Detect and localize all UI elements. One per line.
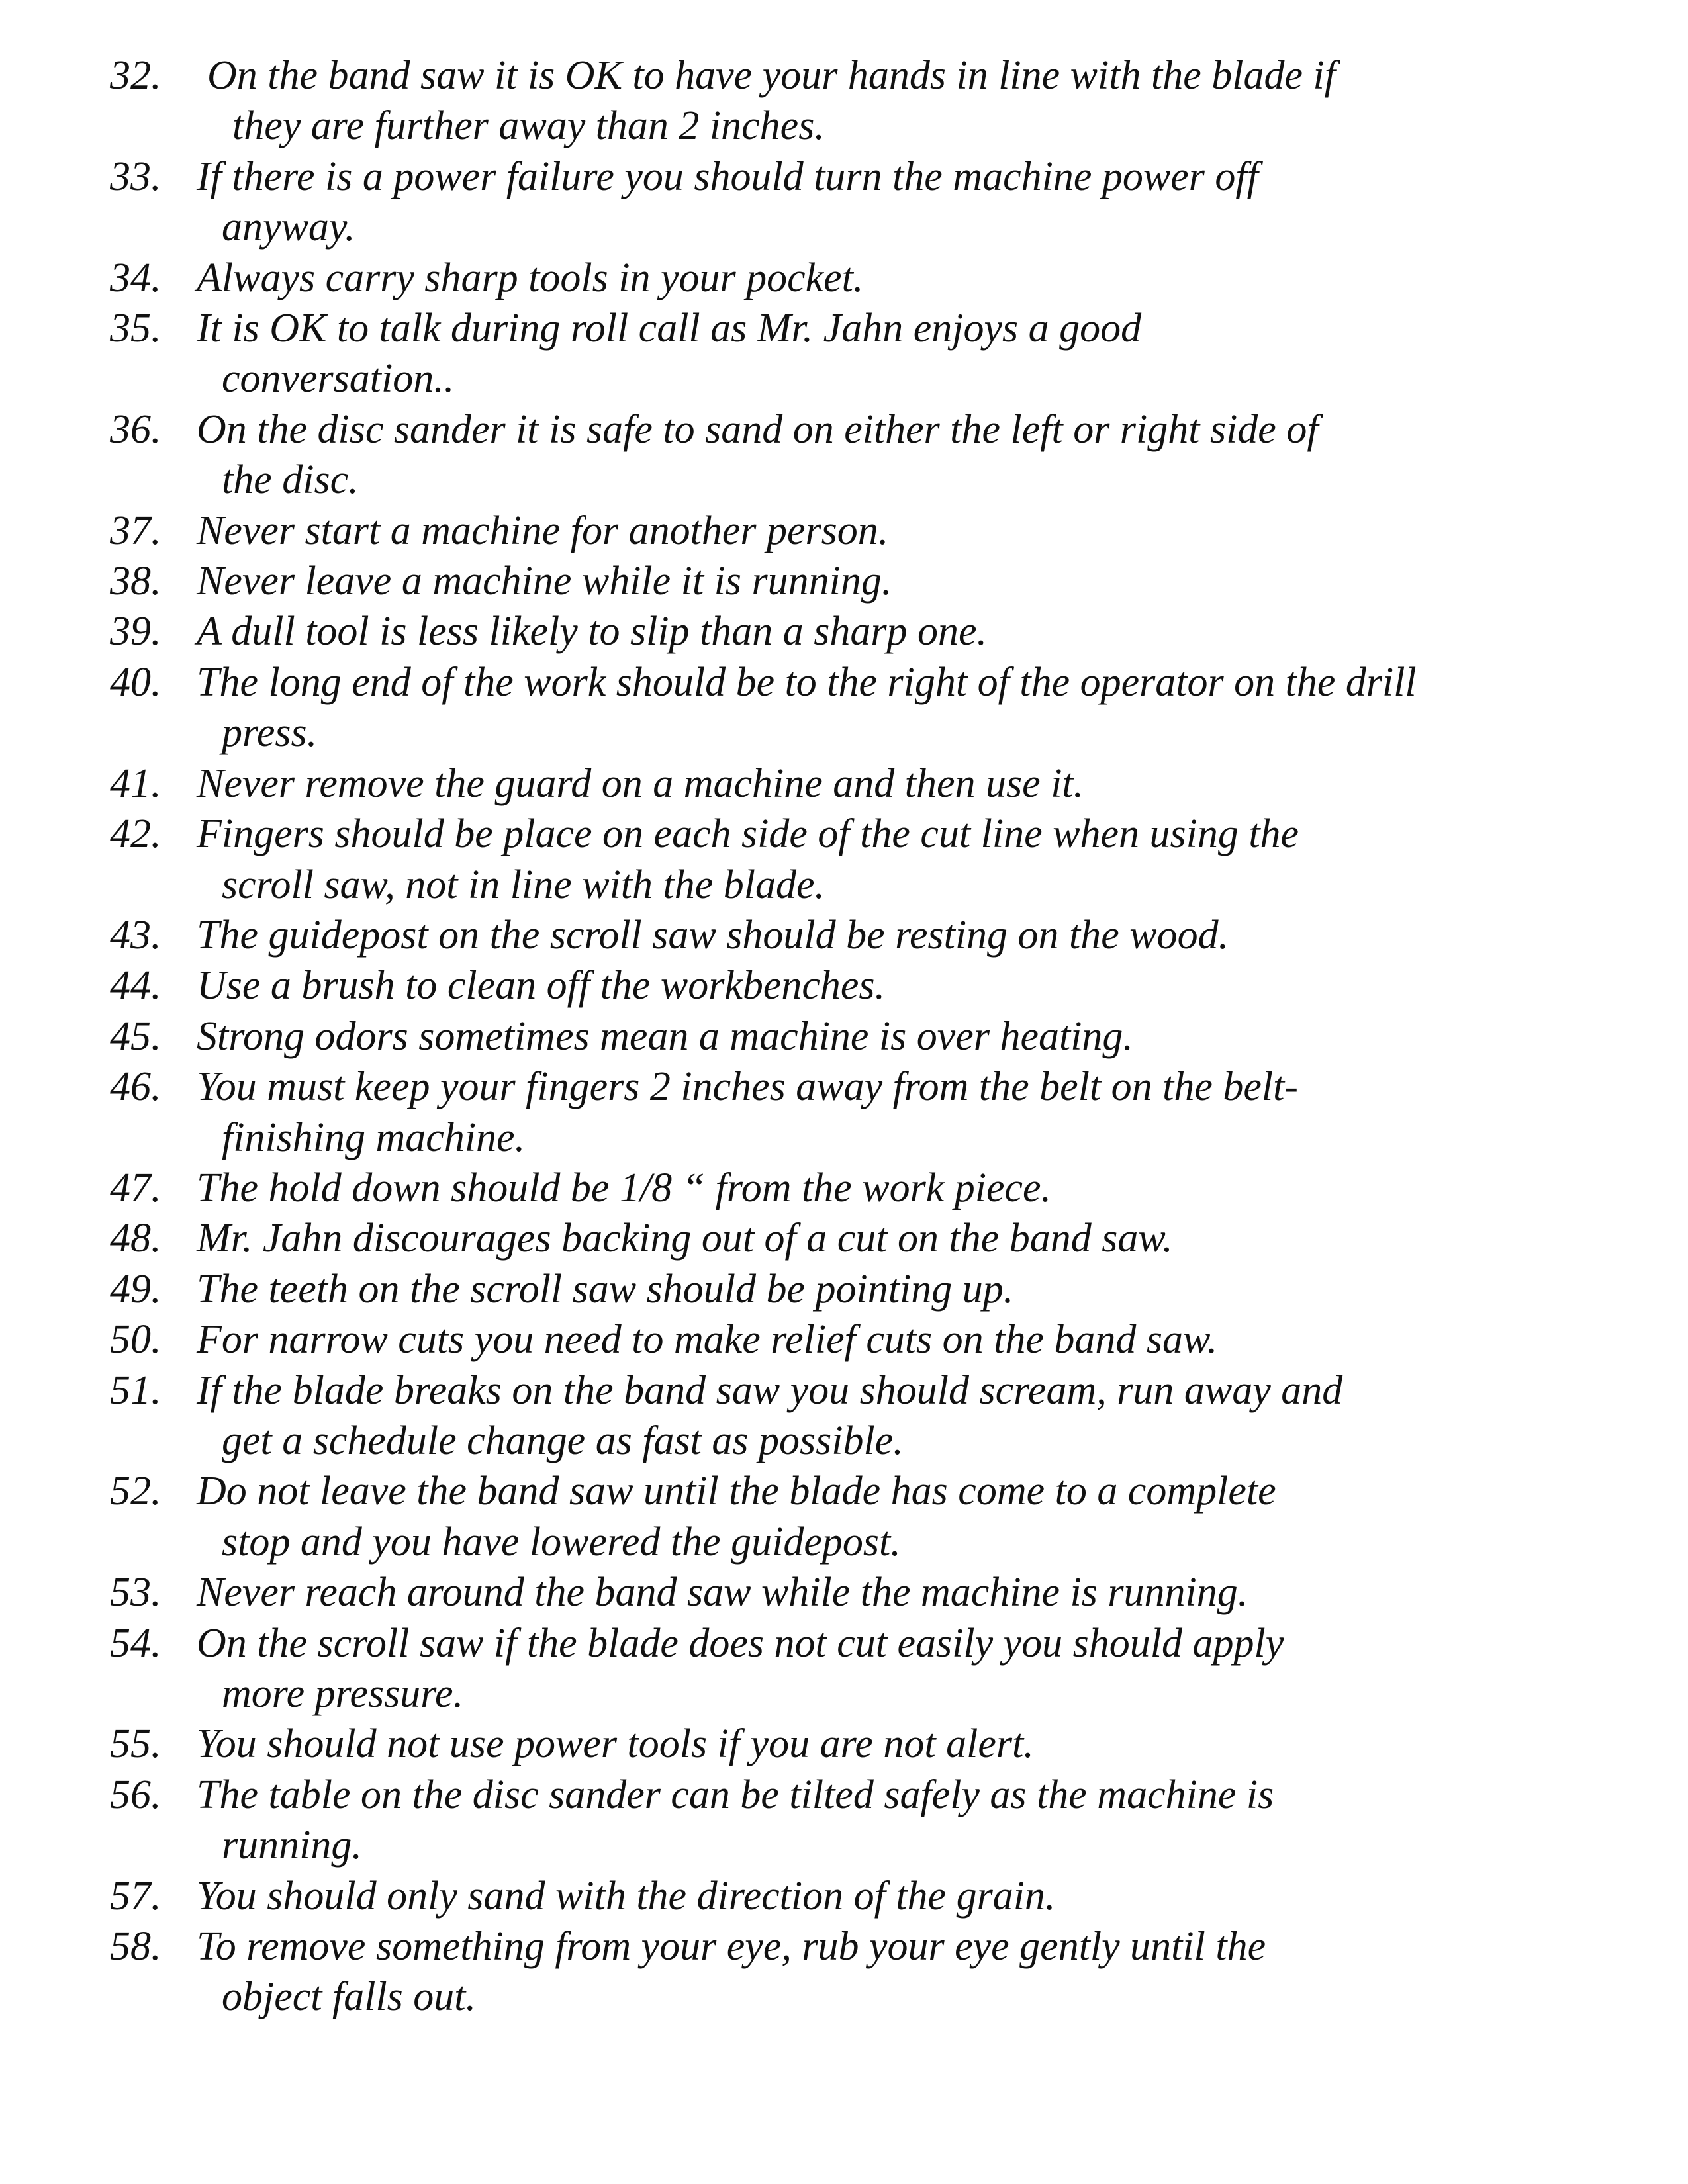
item-number: 56. [110,1772,162,1817]
item-text-line: Never leave a machine while it is running. [197,559,892,604]
item-text [197,1163,1051,1213]
item-text [197,1314,1217,1365]
list-item [110,1365,1566,1467]
list-item [110,303,1566,404]
item-text-line: If the blade breaks on the band saw you should scream, run away and [197,1367,1343,1413]
item-text-line: the disc. [222,457,359,503]
item-text-line: Fingers should be place on each side of the cut line when using the [197,811,1299,857]
item-text [197,1770,1274,1871]
item-text [197,1466,1276,1567]
item-text-line: object falls out. [222,1974,477,2020]
item-text-line: conversation.. [222,356,455,402]
item-text-line: The guidepost on the scroll saw should be resting on the wood. [197,912,1229,958]
item-text-line: Never start a machine for another person. [197,508,889,553]
item-text-line: A dull tool is less likely to slip than a sharp one. [197,609,988,655]
list-item [110,152,1566,253]
list-item [110,1719,1566,1769]
list-item [110,1314,1566,1365]
item-text-line: Never remove the guard on a machine and then use it. [197,760,1084,806]
item-number: 48. [110,1216,162,1261]
list-item [110,253,1566,303]
item-text [197,1719,1034,1769]
item-text-line: The long end of the work should be to the right of the operator on the drill [197,659,1417,705]
item-number: 42. [110,811,162,857]
item-text-line: Never reach around the band saw while the machine is running. [197,1570,1248,1615]
item-text [197,1011,1133,1062]
item-number: 43. [110,912,162,958]
item-number: 35. [110,306,162,351]
list-item [110,809,1566,910]
list-item [110,960,1566,1011]
item-number: 46. [110,1064,162,1110]
item-text-line: On the disc sander it is safe to sand on either the left or right side of [197,406,1319,452]
item-text [197,1213,1173,1263]
item-text-line: On the scroll saw if the blade does not cut easily you should apply [197,1620,1284,1666]
list-item [110,1062,1566,1163]
safety-statement-list [110,50,1566,2023]
list-item [110,506,1566,556]
list-item [110,606,1566,657]
item-text [197,960,885,1011]
list-item [110,758,1566,809]
item-text [197,657,1417,758]
item-text-line: For narrow cuts you need to make relief cuts on the band saw. [197,1317,1218,1363]
item-text-line: The teeth on the scroll saw should be pointing up. [197,1266,1014,1312]
item-text-line: Mr. Jahn discourages backing out of a cut on the band saw. [197,1216,1173,1261]
item-number: 32. [110,53,162,98]
item-text [197,253,863,303]
item-text-line: Do not leave the band saw until the blade has come to a complete [197,1469,1276,1514]
list-item [110,1466,1566,1567]
item-text [197,152,1258,253]
list-item [110,1618,1566,1719]
list-item [110,1567,1566,1617]
item-text [197,1062,1298,1163]
item-text [197,1567,1248,1617]
item-text-line: The table on the disc sander can be tilted safely as the machine is [197,1772,1274,1817]
item-text-line: Always carry sharp tools in your pocket. [197,255,864,300]
item-text-line: You must keep your fingers 2 inches away from the belt on the belt- [197,1064,1299,1110]
item-text [197,303,1141,404]
item-number: 49. [110,1266,162,1312]
item-number: 41. [110,760,162,806]
item-text-line: stop and you have lowered the guidepost. [222,1519,901,1565]
item-text [197,556,892,606]
item-number: 47. [110,1165,162,1210]
item-number: 50. [110,1317,162,1363]
list-item [110,1264,1566,1314]
item-number: 57. [110,1873,162,1919]
item-text [197,809,1299,910]
item-text-line: On the band saw it is OK to have your hands in line with the blade if [207,53,1336,98]
item-number: 34. [110,255,162,300]
item-text-line: Use a brush to clean off the workbenches. [197,963,886,1009]
item-number: 38. [110,559,162,604]
item-text-line: get a schedule change as fast as possible. [222,1418,904,1463]
item-text-line: anyway. [222,205,355,250]
item-text [197,1921,1266,2023]
item-text [197,50,1336,152]
item-text [197,758,1084,809]
item-text-line: running. [222,1823,362,1868]
list-item [110,910,1566,960]
item-text [197,506,888,556]
list-item [110,404,1566,506]
list-item [110,1213,1566,1263]
item-text-line: Strong odors sometimes mean a machine is over heating. [197,1013,1133,1059]
item-text [197,910,1229,960]
item-number: 39. [110,609,162,655]
item-number: 33. [110,154,162,199]
list-item [110,657,1566,758]
list-item [110,1011,1566,1062]
item-text-line: To remove something from your eye, rub your eye gently until the [197,1924,1266,1970]
item-number: 44. [110,963,162,1009]
item-text [197,1264,1013,1314]
item-text-line: scroll saw, not in line with the blade. [222,862,825,907]
list-item [110,1163,1566,1213]
item-text-line: more pressure. [222,1671,464,1716]
item-text-line: press. [222,710,318,756]
item-text-line: It is OK to talk during roll call as Mr. Jahn enjoys a good [197,306,1142,351]
item-number: 36. [110,406,162,452]
item-number: 37. [110,508,162,553]
item-text [197,606,987,657]
item-text-line: The hold down should be 1/8 “ from the work piece. [197,1165,1052,1210]
item-text-line: they are further away than 2 inches. [232,103,825,149]
item-number: 55. [110,1721,162,1767]
item-text-line: You should only sand with the direction of the grain. [197,1873,1056,1919]
list-item [110,556,1566,606]
item-number: 40. [110,659,162,705]
list-item [110,50,1566,152]
item-text [197,1365,1342,1467]
item-number: 51. [110,1367,162,1413]
item-text-line: If there is a power failure you should turn the machine power off [197,154,1258,199]
item-text [197,1618,1284,1719]
item-number: 52. [110,1469,162,1514]
item-text [197,404,1319,506]
list-item [110,1770,1566,1871]
list-item [110,1871,1566,1921]
item-text [197,1871,1055,1921]
item-number: 58. [110,1924,162,1970]
item-number: 53. [110,1570,162,1615]
list-item [110,1921,1566,2023]
item-text-line: You should not use power tools if you are not alert. [197,1721,1034,1767]
item-text-line: finishing machine. [222,1115,526,1160]
item-number: 45. [110,1013,162,1059]
item-number: 54. [110,1620,162,1666]
